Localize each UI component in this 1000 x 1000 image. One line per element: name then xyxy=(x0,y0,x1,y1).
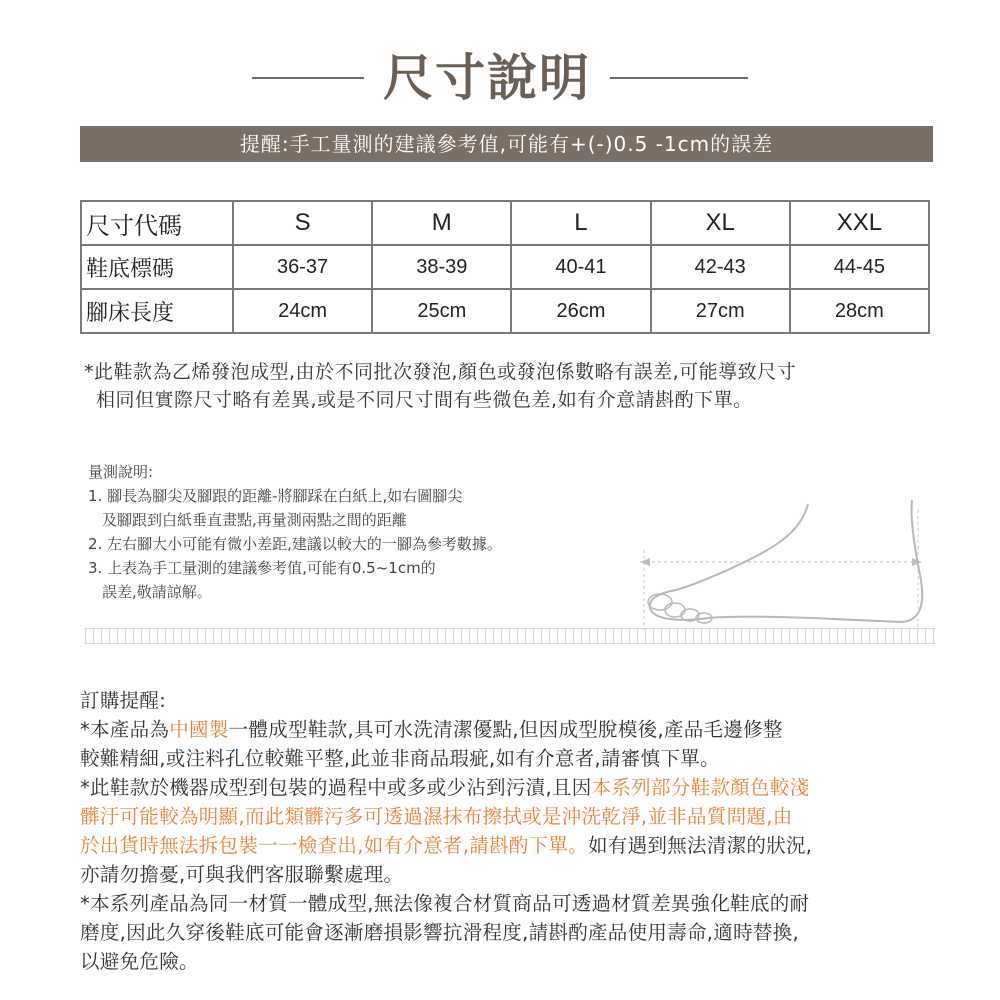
measurement-line: 3. 上表為手工量測的建議參考值,可能有0.5~1cm的 xyxy=(88,559,436,577)
order-text: *本系列產品為同一材質一體成型,無法像複合材質商品可透過材質差異強化鞋底的耐 xyxy=(80,892,810,915)
order-text: *此鞋款於機器成型到包裝的過程中或多或少沾到污漬,且因 xyxy=(80,776,592,799)
order-text: 如有遇到無法清潔的狀況, xyxy=(588,834,813,857)
material-note-line: 相同但實際尺寸略有差異,或是不同尺寸間有些微色差,如有介意請斟酌下單。 xyxy=(96,389,753,411)
row-label: 腳床長度 xyxy=(81,289,233,333)
table-header-row xyxy=(81,201,929,245)
measurement-line: 及腳跟到白紙垂直畫點,再量測兩點之間的距離 xyxy=(102,511,407,529)
table-cell: 44-45 xyxy=(790,245,929,289)
order-text: *本產品為 xyxy=(80,718,170,741)
size-chart-table xyxy=(80,200,930,334)
order-text: 一體成型鞋款,具可水洗清潔優點,但因成型脫模後,產品毛邊修整 xyxy=(228,718,783,741)
order-paragraph xyxy=(80,773,940,802)
order-title: 訂購提醒: xyxy=(80,689,167,712)
toe-icon xyxy=(665,603,685,617)
table-cell: 27cm xyxy=(651,289,790,333)
measurement-line: 誤差,敬請諒解。 xyxy=(102,583,212,601)
table-cell: 28cm xyxy=(790,289,929,333)
table-row xyxy=(81,245,929,289)
order-highlight-text: 於出貨時無法拆包裝一一檢查出,如有介意者,請斟酌下單。 xyxy=(80,834,588,857)
size-code-cell: M xyxy=(372,201,511,245)
row-label: 鞋底標碼 xyxy=(81,245,233,289)
measurement-line: 2. 左右腳大小可能有微小差距,建議以較大的一腳為參考數據。 xyxy=(88,535,502,553)
size-code-cell: XXL xyxy=(790,201,929,245)
table-cell: 25cm xyxy=(372,289,511,333)
foot-measurement-illustration xyxy=(620,480,940,630)
order-reminder xyxy=(80,686,940,976)
ruler-graphic xyxy=(85,628,935,644)
table-cell: 36-37 xyxy=(233,245,372,289)
order-highlight-text: 中國製 xyxy=(169,718,229,741)
table-cell: 42-43 xyxy=(651,245,790,289)
order-highlight-text: 本系列部分鞋款顏色較淺 xyxy=(591,776,810,799)
arrow-left-icon xyxy=(640,558,650,566)
page-header xyxy=(0,48,1000,118)
order-highlight-text: 髒汙可能較為明顯,而此類髒污多可透過濕抹布擦拭或是沖洗乾淨,並非品質問題,由 xyxy=(80,805,793,828)
size-code-cell: S xyxy=(233,201,372,245)
table-cell: 24cm xyxy=(233,289,372,333)
measurement-line: 1. 腳長為腳尖及腳跟的距離-將腳踩在白紙上,如右圖腳尖 xyxy=(88,487,463,505)
order-text: 磨度,因此久穿後鞋底可能會逐漸磨損影響抗滑程度,請斟酌產品使用壽命,適時替換, xyxy=(80,921,799,944)
order-paragraph xyxy=(80,715,940,744)
measurement-title: 量測說明: xyxy=(88,463,154,481)
page-title: 尺寸說明 xyxy=(383,48,591,107)
title-divider-left xyxy=(252,77,364,79)
order-text: 亦請勿擔憂,可與我們客服聯繫處理。 xyxy=(80,863,404,886)
material-note-line: *此鞋款為乙烯發泡成型,由於不同批次發泡,顏色或發泡係數略有誤差,可能導致尺寸 xyxy=(84,361,797,383)
table-row xyxy=(81,289,929,333)
table-cell: 38-39 xyxy=(372,245,511,289)
material-note xyxy=(84,358,934,414)
foot-outline-icon xyxy=(650,500,922,622)
size-code-cell: XL xyxy=(651,201,790,245)
order-text: 較難精細,或注料孔位較難平整,此並非商品瑕疵,如有介意者,請審慎下單。 xyxy=(80,747,720,770)
table-cell: 40-41 xyxy=(511,245,650,289)
table-header-label: 尺寸代碼 xyxy=(81,201,233,245)
measurement-instructions xyxy=(88,460,648,604)
title-divider-right xyxy=(610,77,748,79)
order-text: 以避免危險。 xyxy=(80,950,199,973)
size-code-cell: L xyxy=(511,201,650,245)
order-paragraph xyxy=(80,831,940,860)
measurement-notice-banner: 提醒:手工量測的建議參考值,可能有+(-)0.5 -1cm的誤差 xyxy=(80,126,933,162)
table-cell: 26cm xyxy=(511,289,650,333)
